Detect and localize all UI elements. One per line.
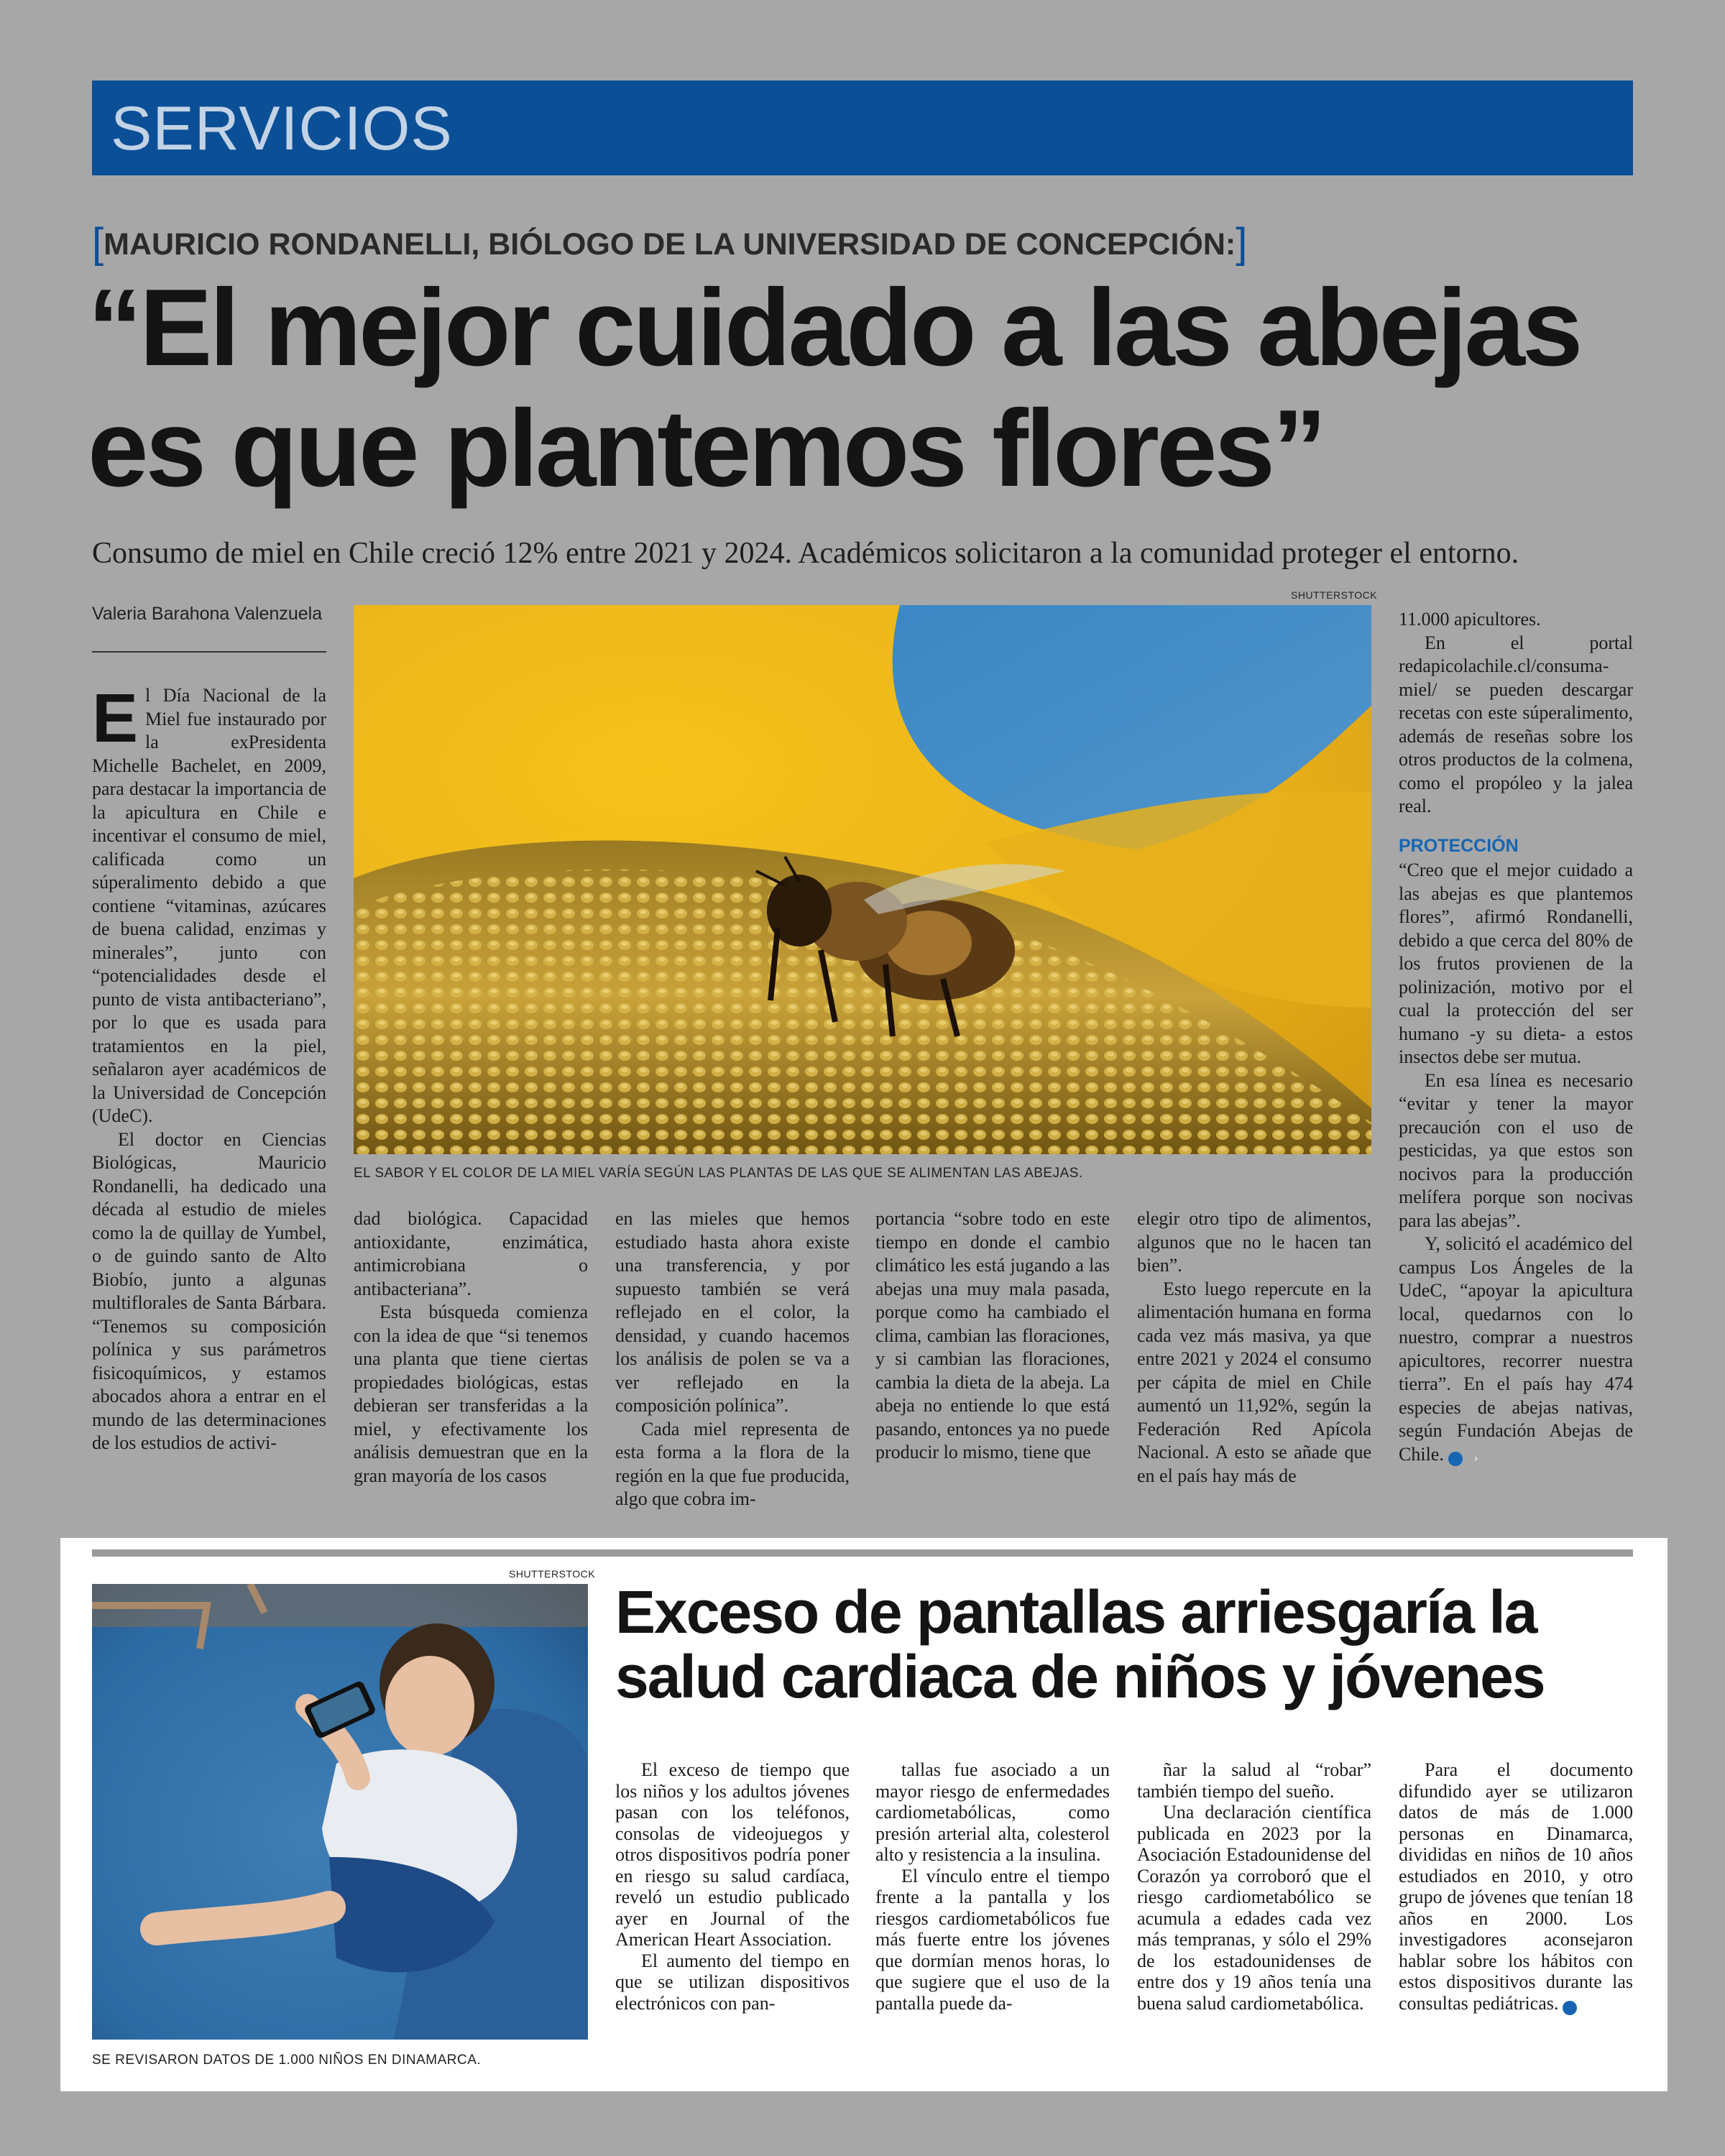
paragraph: En el portal redapicolachile.cl/consuma-miel/ se pueden descargar recetas con este súperalimento, además de reseñas sobre los otros productos de la colmena, como el propóleo y la jalea real. xyxy=(1399,632,1633,816)
paragraph: El doctor en Ciencias Biológicas, Mauricio Rondanelli, ha dedicado una década al estudio de mieles como la de quillay de Yumbel, o de guindo santo de Alto Biobío, junto a algunas multiflorales de Santa Bárbara. “Tenemos su composición polínica y sus parámetros fisicoquímicos, y estamos abocados ahora a entrar en el mundo de las determinaciones de los estudios de activi- xyxy=(92,1128,326,1453)
paragraph-text: l Día Nacional de la Miel fue instaurado por la exPresidenta Michelle Bachelet, en 2009, para destacar la importancia de la apicultura en Chile e incentivar el consumo de miel, calificada como un súperalimento debido a que contiene “vitaminas, azúcares de buena calidad, enzimas y minerales”, junto con “potencialidades desde el punto de vista antibacteriano”, por lo que es usada para tratamientos en la piel, señalaron ayer académicos de la Universidad de Concepción (UdeC). xyxy=(92,685,326,1126)
article-deck: Consumo de miel en Chile creció 12% entre 2021 y 2024. Académicos solicitaron a la comunidad proteger el entorno. xyxy=(92,537,1519,570)
paragraph: tallas fue asociado a un mayor riesgo de enfermedades cardiometabólicas, como presión arterial alta, colesterol alto y resistencia a la insulina. xyxy=(875,1759,1110,1865)
paragraph: El vínculo entre el tiempo frente a la pantalla y los riesgos cardiometabólicos fue más fuerte entre los jóvenes que dormían menos horas, lo que sugiere que el uso de la pantalla puede da- xyxy=(875,1865,1110,2014)
subhead: PROTECCIÓN xyxy=(1399,835,1519,856)
second-article-column-2 xyxy=(875,1759,1110,2014)
headline-line-2: es que plantemos flores” xyxy=(88,387,1325,510)
bee-photo xyxy=(354,605,1371,1154)
photo-credit: SHUTTERSTOCK xyxy=(509,1568,596,1580)
article-column-3 xyxy=(615,1207,850,1511)
drop-cap: E xyxy=(92,680,139,757)
paragraph: ñar la salud al “robar” también tiempo del sueño. xyxy=(1137,1759,1371,1802)
paragraph: El exceso de tiempo que los niños y los adultos jóvenes pasan con los teléfonos, consolas de videojuegos y otros dispositivos podría poner en riesgo su salud cardíaca, reveló un estudio publicado ayer en Journal of the American Heart Association. xyxy=(615,1759,850,1950)
article-column-2 xyxy=(354,1207,588,1488)
paragraph-text: Para el documento difundido ayer se utilizaron datos de más de 1.000 personas en Dinamarca, divididas en niños de 10 años estudiados en 2010, y otro grupo de jóvenes que tenían 18 años en 2000. Los investigadores aconsejaron hablar sobre los hábitos con estos dispositivos durante las consultas pediátricas. xyxy=(1399,1759,1633,2014)
paragraph: “Creo que el mejor cuidado a las abejas es que plantemos flores”, afirmó Rondanelli, debido a que cerca del 80% de los frutos provienen de la polinización, motivo por el cual la protección del ser humano -y su dieta- a estos insectos debe ser mutua. xyxy=(1399,860,1633,1067)
article-byline: Valeria Barahona Valenzuela xyxy=(92,604,323,624)
article-column-4 xyxy=(875,1207,1110,1465)
arrow-circle-icon: › xyxy=(1563,2001,1577,2015)
photo-caption: SE REVISARON DATOS DE 1.000 NIÑOS EN DINAMARCA. xyxy=(92,2053,482,2068)
arrow-circle-icon: › xyxy=(1448,1452,1463,1466)
paragraph: Esto luego repercute en la alimentación humana en forma cada vez más masiva, ya que entre 2021 y 2024 el consumo per cápita de miel en Chile aumentó un 11,92%, según la Federación Red Apícola Nacional. A esto se añade que en el país hay más de xyxy=(1137,1278,1371,1486)
paragraph: portancia “sobre todo en este tiempo en donde el cambio climático les está jugando a las abejas una muy mala pasada, porque como ha cambiado el clima, cambian las floraciones, y si cambian las floraciones, cambia la dieta de la abeja. La abeja no entiende lo que está pasando, entonces ya no puede producir lo mismo, tiene que xyxy=(875,1208,1110,1462)
headline-line-1: “El mejor cuidado a las abejas xyxy=(88,267,1581,389)
paragraph: Una declaración científica publicada en 2023 por la Asociación Estadounidense del Corazón ya corroboró que el riesgo cardiometabólico se acumula a edades cada vez más tempranas, y sólo el 29% de los estadounidenses de entre dos y 19 años tenía una buena salud cardiometabólica. xyxy=(1137,1802,1371,2014)
paragraph xyxy=(1399,1759,1633,2015)
article-headline xyxy=(88,267,1633,509)
article-column-5 xyxy=(1137,1207,1371,1488)
paragraph: elegir otro tipo de alimentos, algunos que no le hacen tan bien”. xyxy=(1137,1208,1371,1276)
second-article-top-rule xyxy=(92,1549,1633,1557)
section-title: SERVICIOS xyxy=(111,94,453,163)
paragraph: 11.000 apicultores. xyxy=(1399,609,1541,630)
byline-divider xyxy=(92,651,326,653)
bee-on-sunflower-image xyxy=(354,605,1371,1154)
paragraph: En esa línea es necesario “evitar y tener la mayor precaución con el uso de pesticidas, ya que estos son nocivos para la producción melífera porque son nocivas para las abejas”. xyxy=(1399,1069,1633,1231)
photo-credit: SHUTTERSTOCK xyxy=(1291,589,1378,601)
second-article-column-4 xyxy=(1399,1759,1633,2015)
kicker-text: MAURICIO RONDANELLI, BIÓLOGO DE LA UNIVERSIDAD DE CONCEPCIÓN: xyxy=(104,227,1236,262)
section-header-bar xyxy=(92,80,1633,175)
paragraph: en las mieles que hemos estudiado hasta ahora existe una transferencia, y por supuesto también se verá reflejado en el color, la densidad, y cuando hacemos los análisis de polen se va a ver reflejado en la composición polínica”. xyxy=(615,1208,850,1416)
paragraph: Esta búsqueda comienza con la idea de que “si tenemos una planta que tiene ciertas propiedades biológicas, estas debieran ser transferidas a la miel, y efectivamente los análisis demuestran que en la gran mayoría de los casos xyxy=(354,1302,588,1486)
article-column-1 xyxy=(92,680,326,1455)
article-kicker: [MAURICIO RONDANELLI, BIÓLOGO DE LA UNIVERSIDAD DE CONCEPCIÓN:] xyxy=(92,220,1248,267)
paragraph xyxy=(92,680,326,1128)
paragraph: El aumento del tiempo en que se utilizan dispositivos electrónicos con pan- xyxy=(615,1950,850,2014)
paragraph: Cada miel representa de esta forma a la flora de la región en la que fue producida, algo que cobra im- xyxy=(615,1418,850,1509)
headline-line-1: Exceso de pantallas arriesgaría la xyxy=(615,1578,1537,1646)
second-article-column-1 xyxy=(615,1759,850,2014)
paragraph xyxy=(1399,1233,1633,1466)
child-phone-photo xyxy=(92,1584,588,2040)
child-with-smartphone-image xyxy=(92,1584,588,2040)
second-article-column-3 xyxy=(1137,1759,1371,2014)
headline-line-2: salud cardiaca de niños y jóvenes xyxy=(615,1643,1545,1710)
paragraph: dad biológica. Capacidad antioxidante, enzimática, antimicrobiana o antibacteriana”. xyxy=(354,1208,588,1299)
photo-caption: EL SABOR Y EL COLOR DE LA MIEL VARÍA SEGÚN LAS PLANTAS DE LAS QUE SE ALIMENTAN LAS ABEJAS. xyxy=(354,1166,1083,1181)
second-article-headline xyxy=(615,1580,1636,1709)
paragraph-text: Y, solicitó el académico del campus Los Ángeles de la UdeC, “apoyar la apicultura local, quedarnos con lo nuestro, comprar a nuestros apicultores, recorrer nuestra tierra”. En el país hay 474 especies de abejas nativas, según Fundación Abejas de Chile. xyxy=(1399,1233,1633,1465)
article-column-6 xyxy=(1399,608,1633,1466)
